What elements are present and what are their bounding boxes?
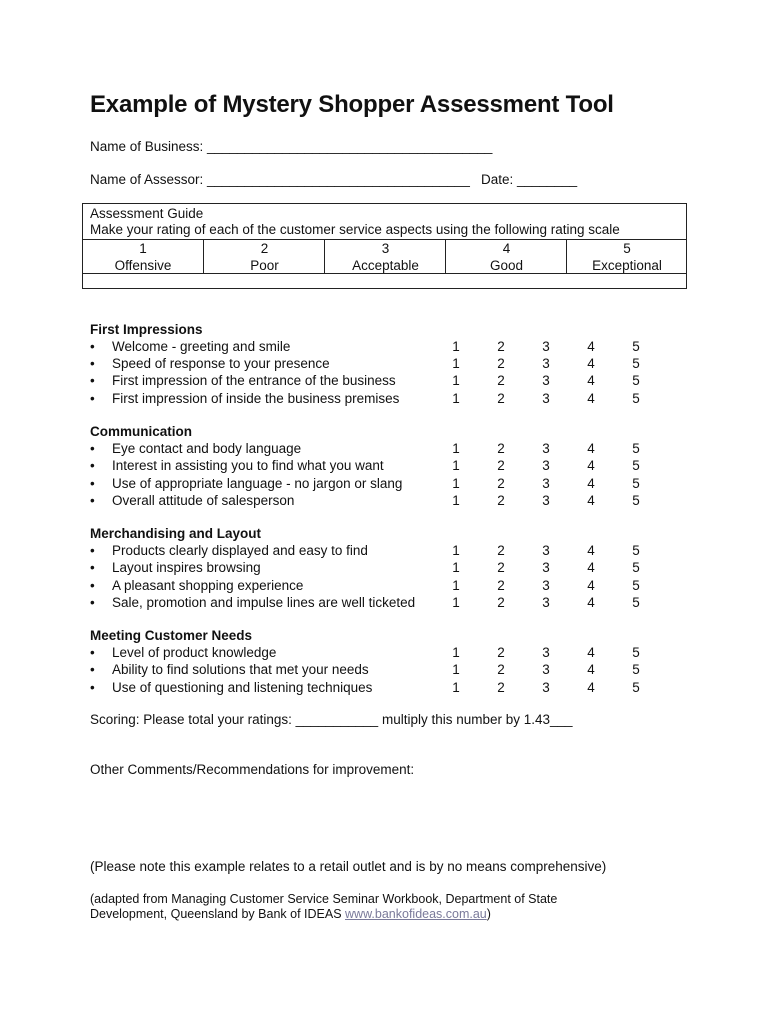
- rating-4[interactable]: 4: [587, 441, 595, 456]
- scale-label: Offensive: [114, 258, 172, 273]
- rating-1[interactable]: 1: [452, 595, 460, 610]
- rating-2[interactable]: 2: [497, 391, 505, 406]
- rating-4[interactable]: 4: [587, 543, 595, 558]
- assessor-name-field[interactable]: Name of Assessor: ___________________________________: [90, 172, 470, 187]
- scale-label: Acceptable: [352, 258, 419, 273]
- rating-1[interactable]: 1: [452, 543, 460, 558]
- item-label: Welcome - greeting and smile: [112, 339, 291, 354]
- comments-heading: Other Comments/Recommendations for improvement:: [90, 762, 415, 777]
- rating-row: [90, 645, 690, 662]
- rating-4[interactable]: 4: [587, 595, 595, 610]
- item-label: Overall attitude of salesperson: [112, 493, 295, 508]
- rating-3[interactable]: 3: [542, 680, 550, 695]
- rating-1[interactable]: 1: [452, 493, 460, 508]
- rating-5[interactable]: 5: [632, 458, 640, 473]
- rating-1[interactable]: 1: [452, 441, 460, 456]
- rating-1[interactable]: 1: [452, 645, 460, 660]
- scale-value: 5: [623, 241, 631, 256]
- rating-4[interactable]: 4: [587, 680, 595, 695]
- bullet: •: [90, 662, 95, 677]
- rating-2[interactable]: 2: [497, 560, 505, 575]
- source-credit-close: ): [486, 907, 491, 921]
- rating-row: [90, 560, 690, 577]
- scale-value: 4: [502, 241, 511, 256]
- page-title: Example of Mystery Shopper Assessment Tool: [90, 91, 614, 118]
- rating-row: [90, 391, 690, 408]
- rating-3[interactable]: 3: [542, 356, 550, 371]
- bullet: •: [90, 356, 95, 371]
- rating-1[interactable]: 1: [452, 680, 460, 695]
- item-label: Ability to find solutions that met your needs: [112, 662, 369, 677]
- scale-value: 2: [260, 241, 269, 256]
- rating-5[interactable]: 5: [632, 391, 640, 406]
- rating-5[interactable]: 5: [632, 543, 640, 558]
- rating-row: [90, 662, 690, 679]
- rating-5[interactable]: 5: [632, 595, 640, 610]
- rating-4[interactable]: 4: [587, 493, 595, 508]
- rating-3[interactable]: 3: [542, 560, 550, 575]
- rating-2[interactable]: 2: [497, 476, 505, 491]
- rating-3[interactable]: 3: [542, 662, 550, 677]
- rating-3[interactable]: 3: [542, 543, 550, 558]
- source-credit-text: Development, Queensland by Bank of IDEAS: [90, 907, 346, 921]
- rating-1[interactable]: 1: [452, 373, 460, 388]
- rating-row: [90, 476, 690, 493]
- rating-2[interactable]: 2: [497, 339, 505, 354]
- item-label: A pleasant shopping experience: [112, 578, 304, 593]
- scale-value: 1: [139, 241, 147, 256]
- item-label: Sale, promotion and impulse lines are well ticketed: [112, 595, 416, 610]
- rating-2[interactable]: 2: [497, 662, 505, 677]
- bullet: •: [90, 645, 95, 660]
- retail-note: (Please note this example relates to a retail outlet and is by no means comprehensive): [90, 859, 607, 874]
- scale-column-3: [324, 240, 446, 274]
- item-label: First impression of the entrance of the business: [112, 373, 396, 388]
- rating-3[interactable]: 3: [542, 645, 550, 660]
- bullet: •: [90, 339, 95, 354]
- bullet: •: [90, 373, 95, 388]
- rating-1[interactable]: 1: [452, 662, 460, 677]
- rating-row: [90, 356, 690, 373]
- source-credit-line-2: [90, 907, 491, 921]
- rating-5[interactable]: 5: [632, 356, 640, 371]
- rating-1[interactable]: 1: [452, 476, 460, 491]
- bullet: •: [90, 458, 95, 473]
- scale-column-4: [445, 240, 567, 274]
- section-merchandising-layout: Merchandising and Layout: [90, 526, 262, 541]
- bullet: •: [90, 680, 95, 695]
- rating-3[interactable]: 3: [542, 373, 550, 388]
- rating-4[interactable]: 4: [587, 339, 595, 354]
- scale-value: 3: [381, 241, 390, 256]
- rating-row: [90, 680, 690, 697]
- scale-label: Good: [489, 258, 524, 273]
- rating-5[interactable]: 5: [632, 476, 640, 491]
- rating-row: [90, 543, 690, 560]
- item-label: Use of appropriate language - no jargon or slang: [112, 476, 403, 491]
- guide-heading: Assessment Guide: [90, 206, 204, 221]
- rating-row: [90, 595, 690, 612]
- rating-5[interactable]: 5: [632, 373, 640, 388]
- rating-row: [90, 578, 690, 595]
- rating-5[interactable]: 5: [632, 662, 640, 677]
- bullet: •: [90, 578, 95, 593]
- rating-5[interactable]: 5: [632, 560, 640, 575]
- rating-2[interactable]: 2: [497, 543, 505, 558]
- rating-row: [90, 458, 690, 475]
- item-label: Interest in assisting you to find what you want: [112, 458, 384, 473]
- rating-3[interactable]: 3: [542, 578, 550, 593]
- rating-5[interactable]: 5: [632, 578, 640, 593]
- item-label: Speed of response to your presence: [112, 356, 330, 371]
- rating-2[interactable]: 2: [497, 373, 505, 388]
- rating-4[interactable]: 4: [587, 373, 595, 388]
- rating-3[interactable]: 3: [542, 595, 550, 610]
- scale-column-1: [83, 240, 203, 274]
- rating-2[interactable]: 2: [497, 645, 505, 660]
- rating-3[interactable]: 3: [542, 493, 550, 508]
- rating-4[interactable]: 4: [587, 645, 595, 660]
- guide-instruction: Make your rating of each of the customer service aspects using the following rating scale: [90, 222, 620, 237]
- item-label: Layout inspires browsing: [112, 560, 261, 575]
- rating-row: [90, 441, 690, 458]
- assessment-guide-box: [82, 203, 687, 289]
- bullet: •: [90, 441, 95, 456]
- section-first-impressions: First Impressions: [90, 322, 203, 337]
- rating-5[interactable]: 5: [632, 493, 640, 508]
- rating-4[interactable]: 4: [587, 476, 595, 491]
- rating-1[interactable]: 1: [452, 356, 460, 371]
- rating-3[interactable]: 3: [542, 441, 550, 456]
- rating-4[interactable]: 4: [587, 560, 595, 575]
- business-name-field[interactable]: Name of Business: ______________________________________: [90, 139, 493, 154]
- date-field[interactable]: Date: ________: [481, 172, 578, 187]
- rating-2[interactable]: 2: [497, 680, 505, 695]
- bullet: •: [90, 595, 95, 610]
- bullet: •: [90, 391, 95, 406]
- rating-4[interactable]: 4: [587, 391, 595, 406]
- bullet: •: [90, 543, 95, 558]
- bullet: •: [90, 560, 95, 575]
- rating-4[interactable]: 4: [587, 356, 595, 371]
- rating-4[interactable]: 4: [587, 458, 595, 473]
- rating-1[interactable]: 1: [452, 578, 460, 593]
- rating-row: [90, 373, 690, 390]
- bullet: •: [90, 476, 95, 491]
- rating-row: [90, 339, 690, 356]
- item-label: Use of questioning and listening techniques: [112, 680, 373, 695]
- rating-1[interactable]: 1: [452, 458, 460, 473]
- rating-2[interactable]: 2: [497, 595, 505, 610]
- rating-2[interactable]: 2: [497, 458, 505, 473]
- rating-3[interactable]: 3: [542, 458, 550, 473]
- rating-3[interactable]: 3: [542, 339, 550, 354]
- rating-3[interactable]: 3: [542, 476, 550, 491]
- rating-2[interactable]: 2: [497, 578, 505, 593]
- scale-label: Exceptional: [592, 258, 662, 273]
- rating-3[interactable]: 3: [542, 391, 550, 406]
- rating-2[interactable]: 2: [497, 493, 505, 508]
- rating-5[interactable]: 5: [632, 339, 640, 354]
- source-credit-line-1: (adapted from Managing Customer Service Seminar Workbook, Department of State: [90, 892, 558, 906]
- scale-column-5: [566, 240, 687, 274]
- rating-1[interactable]: 1: [452, 391, 460, 406]
- rating-5[interactable]: 5: [632, 645, 640, 660]
- rating-5[interactable]: 5: [632, 680, 640, 695]
- scale-column-2: [203, 240, 325, 274]
- item-label: Eye contact and body language: [112, 441, 302, 456]
- bank-of-ideas-link[interactable]: www.bankofideas.com.au: [345, 907, 487, 921]
- section-meeting-customer-needs: Meeting Customer Needs: [90, 628, 253, 643]
- bullet: •: [90, 493, 95, 508]
- rating-4[interactable]: 4: [587, 662, 595, 677]
- rating-1[interactable]: 1: [452, 560, 460, 575]
- rating-4[interactable]: 4: [587, 578, 595, 593]
- item-label: Products clearly displayed and easy to find: [112, 543, 368, 558]
- rating-2[interactable]: 2: [497, 441, 505, 456]
- scoring-line[interactable]: Scoring: Please total your ratings: ___________ multiply this number by 1.43___: [90, 712, 573, 727]
- item-label: First impression of inside the business premises: [112, 391, 400, 406]
- rating-5[interactable]: 5: [632, 441, 640, 456]
- rating-scale-grid: [83, 239, 686, 274]
- item-label: Level of product knowledge: [112, 645, 277, 660]
- rating-row: [90, 493, 690, 510]
- rating-2[interactable]: 2: [497, 356, 505, 371]
- section-communication: Communication: [90, 424, 193, 439]
- scale-label: Poor: [250, 258, 279, 273]
- rating-1[interactable]: 1: [452, 339, 460, 354]
